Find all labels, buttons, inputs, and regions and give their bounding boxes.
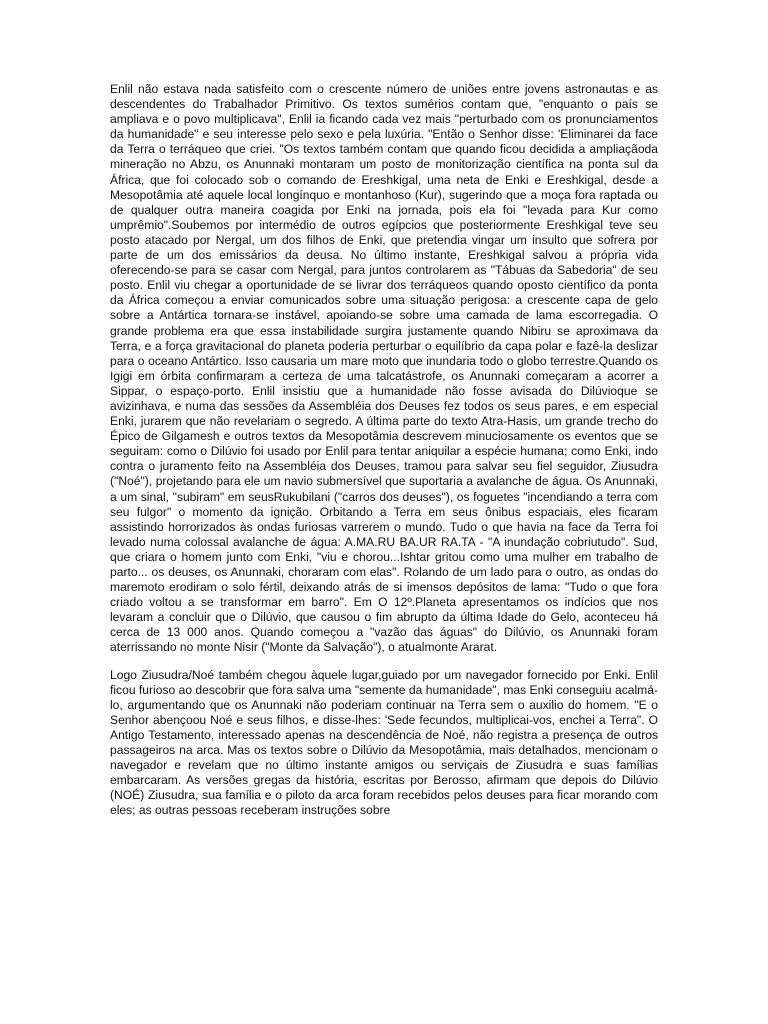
paragraph-1: Enlil não estava nada satisfeito com o crescente número de uniões entre jovens astronautas e as descendentes do Trabalhador Primitivo. Os textos sumérios contam que, "enquanto o país se ampliava e o povo multiplicava", Enlil ia ficando cada vez mais "perturbado com os pronunciamentos da humanidade" e seu interesse pelo sexo e pela luxúria. "Então o Senhor disse: 'Eliminarei da face da Terra o terráqueo que criei. "Os textos também contam que quando ficou decidida a ampliaçãoda mineração no Abzu, os Anunnaki montaram um posto de monitorização científica na ponta sul da África, que foi colocado sob o comando de Ereshkigal, uma neta de Enki e Ereshkigal, desde a Mesopotâmia até aquele local longínquo e montanhoso (Kur), sugerindo que a moça fora raptada ou de qualquer outra maneira coagida por Enki na jornada, pois ela foi "levada para Kur como umprêmio".Soubemos por intermédio de outros egípcios que posteriormente Ereshkigal teve seu posto atacado por Nergal, um dos filhos de Enki, que pretendia vingar um insulto que sofrera por parte de um dos emissários da deusa. No último instante, Ereshkigal salvou a própria vida oferecendo-se para se casar com Nergal, para juntos controlarem as "Tábuas da Sabedoria" de seu posto. Enlil viu chegar a oportunidade de se livrar dos terráqueos quando oposto científico da ponta da África começou a enviar comunicados sobre uma situação perigosa: a crescente capa de gelo sobre a Antártica tornara-se instável, apoiando-se sobre uma camada de lama escorregadia. O grande problema era que essa instabilidade surgira justamente quando Nibiru se aproximava da Terra, e a força gravitacional do planeta poderia perturbar o equilíbrio da capa polar e fazê-la deslizar para o oceano Antártico. Isso causaria um mare moto que inundaria todo o globo terrestre.Quando os Igigi em órbita confirmaram a certeza de uma talcatástrofe, os Anunnaki começaram a acorrer a Sippar, o espaço-porto. Enlil insistiu que a humanidade não fosse avisada do Dilúvioque se avizinhava, e numa das sessões da Assembléia dos Deuses fez todos os seus pares, e em especial Enki, jurarem que não revelariam o segredo. A última parte do texto Atra-Hasis, um grande trecho do Épico de Gilgamesh e outros textos da Mesopotâmia descrevem minuciosamente os eventos que se seguiram: como o Dilúvio foi usado por Enlil para tentar aniquilar a espécie humana; como Enki, indo contra o juramento feito na Assembléia dos Deuses, tramou para salvar seu fiel seguidor, Ziusudra ("Noé"), projetando para ele um navio submersível que suportaria a avalanche de água. Os Anunnaki, a um sinal, "subiram" em seusRukubilani ("carros dos deuses"), os foguetes "incendiando a terra com seu fulgor" o momento da ignição. Orbitando a Terra em seus ônibus espaciais, eles ficaram assistindo horrorizados às ondas furiosas varrerem o mundo. Tudo o que havia na face da Terra foi levado numa colossal avalanche de água: A.MA.RU BA.UR RA.TA - "A inundação cobriutudo". Sud, que criara o homem junto com Enki, "viu e chorou...Ishtar gritou como uma mulher em trabalho de parto... os deuses, os Anunnaki, choraram com elas". Rolando de um lado para o outro, as ondas do maremoto erodiram o solo fértil, deixando atrás de si imensos depósitos de lama: "Tudo o que fora criado voltou a se transformar em barro". Em O 12º.Planeta apresentamos os indícios que nos levaram a concluir que o Dilúvio, que causou o fim abrupto da última Idade do Gelo, aconteceu há cerca de 13 000 anos. Quando começou a "vazão das águas" do Dilúvio, os Anunnaki foram aterrissando no monte Nisir ("Monte da Salvação"), o atualmonte Ararat. <box>110 82 658 655</box>
paragraph-2: Logo Ziusudra/Noé também chegou àquele lugar,guiado por um navegador fornecido por Enki. Enlil ficou furioso ao descobrir que fora salva uma "semente da humanidade", mas Enki conseguiu acalmá-lo, argumentando que os Anunnaki não poderiam continuar na Terra sem o auxilio do homem. "E o Senhor abençoou Noé e seus filhos, e disse-lhes: 'Sede fecundos, multiplicai-vos, enchei a Terra". O Antigo Testamento, interessado apenas na descendência de Noé, não registra a presença de outros passageiros na arca. Mas os textos sobre o Dilúvio da Mesopotâmia, mais detalhados, mencionam o navegador e revelam que no último instante amigos ou serviçais de Ziusudra e suas famílias embarcaram. As versões gregas da história, escritas por Berosso, afirmam que depois do Dilúvio (NOÉ) Ziusudra, sua família e o piloto da arca foram recebidos pelos deuses para ficar morando com eles; as outras pessoas receberam instruções sobre <box>110 667 658 818</box>
document-page <box>110 82 658 819</box>
